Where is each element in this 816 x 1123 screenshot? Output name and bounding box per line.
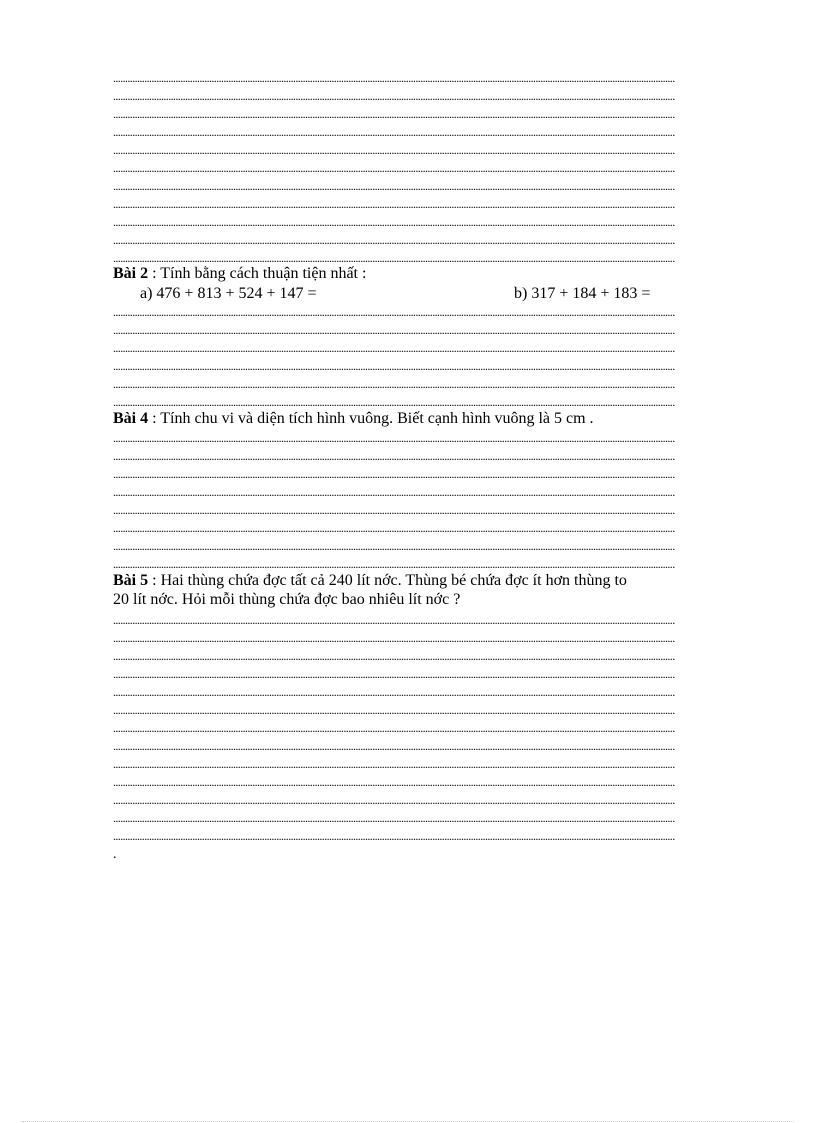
exercise-5-line-1: : Hai thùng chứa đợc tất cả 240 lít nớc. Thùng bé chứa đợc ít hơn thùng to bbox=[148, 572, 627, 589]
answer-line: .......................................................................................................................................................................................................................................... bbox=[113, 793, 675, 807]
answer-line: .......................................................................................................................................................................................................................................... bbox=[113, 359, 675, 373]
answer-line: .......................................................................................................................................................................................................................................... bbox=[113, 829, 675, 843]
answer-line: .......................................................................................................................................................................................................................................... bbox=[113, 703, 675, 717]
answer-line: .......................................................................................................................................................................................................................................... bbox=[113, 613, 675, 627]
exercise-2-heading bbox=[113, 265, 366, 283]
answer-line: .......................................................................................................................................................................................................................................... bbox=[113, 449, 675, 463]
answer-line: .......................................................................................................................................................................................................................................... bbox=[113, 739, 675, 753]
answer-line: .......................................................................................................................................................................................................................................... bbox=[113, 431, 675, 445]
exercise-2-part-a: a) 476 + 813 + 524 + 147 = bbox=[140, 285, 317, 302]
answer-line: .......................................................................................................................................................................................................................................... bbox=[113, 685, 675, 699]
exercise-4-instruction: : Tính chu vi và diện tích hình vuông. Biết cạnh hình vuông là 5 cm . bbox=[148, 410, 594, 427]
answer-line: .......................................................................................................................................................................................................................................... bbox=[113, 467, 675, 481]
answer-line: .......................................................................................................................................................................................................................................... bbox=[113, 233, 675, 247]
answer-line: .......................................................................................................................................................................................................................................... bbox=[113, 323, 675, 337]
exercise-5-heading bbox=[113, 572, 627, 590]
answer-line: .......................................................................................................................................................................................................................................... bbox=[113, 305, 675, 319]
answer-line: .......................................................................................................................................................................................................................................... bbox=[113, 71, 675, 85]
end-mark: . bbox=[113, 847, 117, 862]
answer-line: .......................................................................................................................................................................................................................................... bbox=[113, 143, 675, 157]
answer-line: .......................................................................................................................................................................................................................................... bbox=[113, 251, 675, 265]
answer-line: .......................................................................................................................................................................................................................................... bbox=[113, 503, 675, 517]
answer-line: .......................................................................................................................................................................................................................................... bbox=[113, 179, 675, 193]
answer-line: .......................................................................................................................................................................................................................................... bbox=[113, 521, 675, 535]
answer-line: .......................................................................................................................................................................................................................................... bbox=[113, 215, 675, 229]
exercise-4-heading bbox=[113, 410, 594, 428]
answer-line: .......................................................................................................................................................................................................................................... bbox=[113, 721, 675, 735]
exercise-4-label: Bài 4 bbox=[113, 410, 149, 427]
answer-line: .......................................................................................................................................................................................................................................... bbox=[113, 341, 675, 355]
exercise-5-line-2: 20 lít nớc. Hỏi mỗi thùng chứa đợc bao nhiêu lít nớc ? bbox=[113, 591, 461, 608]
answer-line: .......................................................................................................................................................................................................................................... bbox=[113, 89, 675, 103]
answer-line: .......................................................................................................................................................................................................................................... bbox=[113, 197, 675, 211]
exercise-2-instruction: : Tính bằng cách thuận tiện nhất : bbox=[148, 265, 367, 282]
answer-line: .......................................................................................................................................................................................................................................... bbox=[113, 667, 675, 681]
answer-line: .......................................................................................................................................................................................................................................... bbox=[113, 395, 675, 409]
answer-line: .......................................................................................................................................................................................................................................... bbox=[113, 161, 675, 175]
answer-line: .......................................................................................................................................................................................................................................... bbox=[113, 557, 675, 571]
answer-line: .......................................................................................................................................................................................................................................... bbox=[113, 775, 675, 789]
exercise-2-part-b: b) 317 + 184 + 183 = bbox=[514, 285, 651, 302]
answer-line: .......................................................................................................................................................................................................................................... bbox=[113, 125, 675, 139]
exercise-5-label: Bài 5 bbox=[113, 572, 149, 589]
answer-line: .......................................................................................................................................................................................................................................... bbox=[113, 811, 675, 825]
answer-line: .......................................................................................................................................................................................................................................... bbox=[113, 377, 675, 391]
answer-line: .......................................................................................................................................................................................................................................... bbox=[113, 631, 675, 645]
answer-line: .......................................................................................................................................................................................................................................... bbox=[113, 107, 675, 121]
answer-line: .......................................................................................................................................................................................................................................... bbox=[113, 757, 675, 771]
page-bottom-divider bbox=[22, 1121, 794, 1122]
answer-line: .......................................................................................................................................................................................................................................... bbox=[113, 539, 675, 553]
exercise-2-label: Bài 2 bbox=[113, 265, 149, 282]
answer-line: .......................................................................................................................................................................................................................................... bbox=[113, 649, 675, 663]
answer-line: .......................................................................................................................................................................................................................................... bbox=[113, 485, 675, 499]
